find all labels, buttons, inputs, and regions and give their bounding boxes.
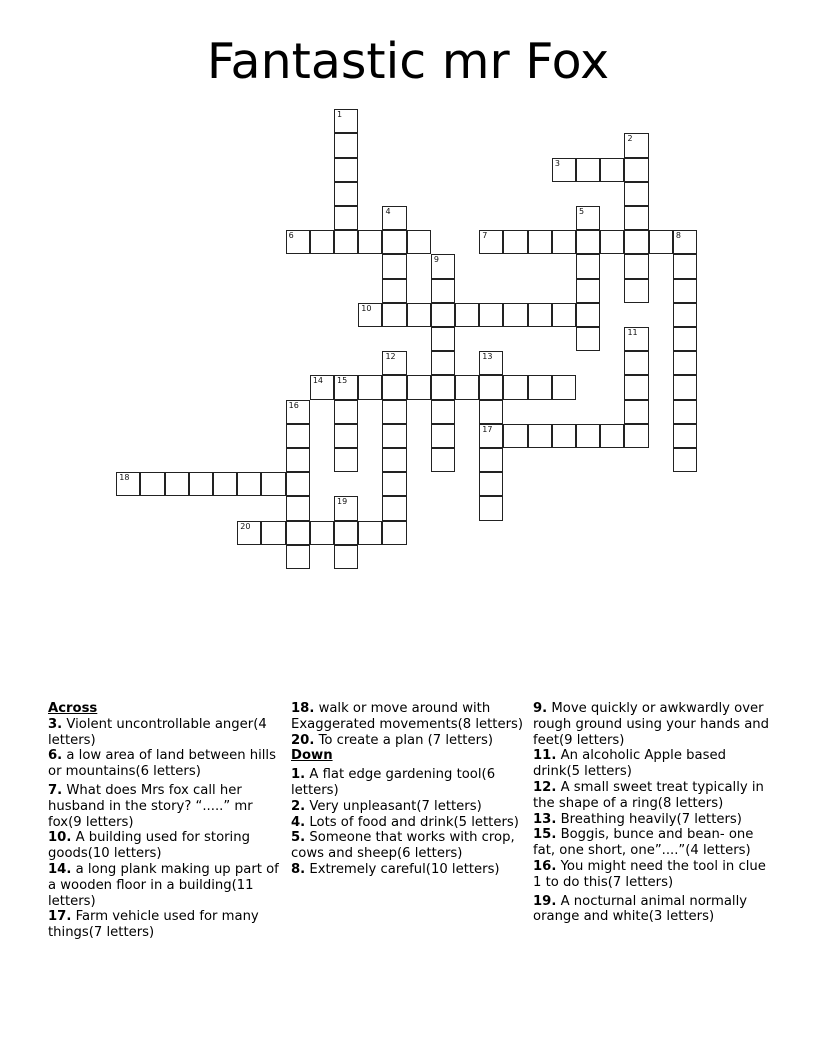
grid-cell[interactable] bbox=[334, 182, 358, 206]
grid-cell[interactable] bbox=[431, 448, 455, 472]
cell-number: 2 bbox=[627, 134, 633, 144]
grid-cell[interactable] bbox=[455, 375, 479, 399]
grid-cell[interactable] bbox=[576, 254, 600, 278]
grid-cell[interactable] bbox=[382, 279, 406, 303]
clue-across-6 bbox=[48, 748, 280, 780]
cell-number: 9 bbox=[433, 255, 439, 265]
grid-cell[interactable] bbox=[576, 230, 600, 254]
grid-cell[interactable] bbox=[334, 521, 358, 545]
grid-cell[interactable] bbox=[382, 254, 406, 278]
grid-cell[interactable] bbox=[503, 375, 527, 399]
cell-number: 15 bbox=[337, 376, 348, 386]
grid-cell[interactable] bbox=[382, 424, 406, 448]
clue-down-5 bbox=[291, 830, 523, 862]
clue-number: 5. bbox=[291, 830, 306, 846]
grid-cell[interactable] bbox=[624, 327, 648, 351]
grid-cell[interactable] bbox=[382, 448, 406, 472]
clue-text: a low area of land between hills or mountains(6 letters) bbox=[48, 748, 276, 780]
clues-column-2 bbox=[291, 701, 523, 878]
grid-cell[interactable] bbox=[334, 448, 358, 472]
grid-cell[interactable] bbox=[576, 206, 600, 230]
clue-number: 11. bbox=[533, 748, 557, 764]
grid-cell[interactable] bbox=[576, 279, 600, 303]
grid-cell[interactable] bbox=[382, 375, 406, 399]
clue-text: a long plank making up part of a wooden floor in a building(11 letters) bbox=[48, 861, 279, 909]
grid-cell[interactable] bbox=[261, 521, 285, 545]
grid-cell[interactable] bbox=[479, 496, 503, 520]
clue-text: Extremely careful(10 letters) bbox=[305, 861, 500, 877]
clue-number: 20. bbox=[291, 732, 315, 748]
grid-cell[interactable] bbox=[624, 230, 648, 254]
grid-cell[interactable] bbox=[382, 230, 406, 254]
grid-cell[interactable] bbox=[358, 521, 382, 545]
clue-across-17 bbox=[48, 909, 280, 941]
grid-cell[interactable] bbox=[552, 424, 576, 448]
grid-cell[interactable] bbox=[334, 158, 358, 182]
clue-number: 7. bbox=[48, 782, 63, 798]
clue-down-16 bbox=[533, 859, 773, 891]
clue-across-20 bbox=[291, 733, 523, 749]
grid-cell[interactable] bbox=[624, 351, 648, 375]
grid-cell[interactable] bbox=[479, 400, 503, 424]
clue-down-9 bbox=[533, 701, 773, 748]
grid-cell[interactable] bbox=[334, 424, 358, 448]
clue-number: 6. bbox=[48, 748, 63, 764]
clue-text: Move quickly or awkwardly over rough ground using your hands and feet(9 letters) bbox=[533, 701, 770, 748]
grid-cell[interactable] bbox=[624, 158, 648, 182]
grid-cell[interactable] bbox=[673, 279, 697, 303]
clue-down-8 bbox=[291, 862, 523, 878]
grid-cell[interactable] bbox=[479, 351, 503, 375]
grid-cell[interactable] bbox=[552, 375, 576, 399]
clue-text: Violent uncontrollable anger(4 letters) bbox=[48, 716, 267, 748]
clue-text: Someone that works with crop, cows and sheep(6 letters) bbox=[291, 830, 515, 862]
grid-cell[interactable] bbox=[479, 303, 503, 327]
grid-cell[interactable] bbox=[576, 303, 600, 327]
grid-cell[interactable] bbox=[624, 133, 648, 157]
cell-number: 10 bbox=[361, 303, 372, 313]
clue-text: Breathing heavily(7 letters) bbox=[556, 811, 742, 827]
grid-cell[interactable] bbox=[673, 448, 697, 472]
grid-cell[interactable] bbox=[649, 230, 673, 254]
clue-down-4 bbox=[291, 815, 523, 831]
grid-cell[interactable] bbox=[552, 230, 576, 254]
grid-cell[interactable] bbox=[528, 375, 552, 399]
grid-cell[interactable] bbox=[431, 351, 455, 375]
grid-cell[interactable] bbox=[431, 327, 455, 351]
grid-cell[interactable] bbox=[503, 230, 527, 254]
clue-number: 16. bbox=[533, 858, 557, 874]
clue-number: 18. bbox=[291, 701, 315, 716]
grid-cell[interactable] bbox=[624, 279, 648, 303]
clue-across-18 bbox=[291, 701, 523, 733]
grid-cell[interactable] bbox=[528, 424, 552, 448]
grid-cell[interactable] bbox=[479, 448, 503, 472]
grid-cell[interactable] bbox=[358, 303, 382, 327]
clue-text: To create a plan (7 letters) bbox=[314, 732, 494, 748]
cell-number: 6 bbox=[288, 231, 294, 241]
grid-cell[interactable] bbox=[286, 472, 310, 496]
grid-cell[interactable] bbox=[334, 133, 358, 157]
grid-cell[interactable] bbox=[334, 375, 358, 399]
grid-cell[interactable] bbox=[286, 521, 310, 545]
grid-cell[interactable] bbox=[479, 424, 503, 448]
clue-text: A building used for storing goods(10 letters) bbox=[48, 830, 250, 862]
grid-cell[interactable] bbox=[673, 400, 697, 424]
cell-number: 5 bbox=[579, 207, 585, 217]
clue-number: 2. bbox=[291, 798, 306, 814]
grid-cell[interactable] bbox=[455, 303, 479, 327]
clue-number: 1. bbox=[291, 767, 306, 783]
grid-cell[interactable] bbox=[528, 303, 552, 327]
clue-text: Very unpleasant(7 letters) bbox=[305, 798, 482, 814]
crossword-grid bbox=[117, 110, 702, 580]
cell-number: 3 bbox=[554, 158, 560, 168]
clue-down-13 bbox=[533, 812, 773, 828]
grid-cell[interactable] bbox=[407, 375, 431, 399]
cell-number: 19 bbox=[337, 497, 348, 507]
clue-text: walk or move around with Exaggerated movements(8 letters) bbox=[291, 701, 524, 732]
clue-text: A flat edge gardening tool(6 letters) bbox=[291, 767, 496, 798]
grid-cell[interactable] bbox=[624, 424, 648, 448]
cell-number: 14 bbox=[312, 376, 324, 386]
grid-cell[interactable] bbox=[503, 424, 527, 448]
puzzle-title: Fantastic mr Fox bbox=[206, 33, 610, 90]
grid-cell[interactable] bbox=[600, 158, 624, 182]
clue-text: Lots of food and drink(5 letters) bbox=[305, 814, 519, 830]
clue-number: 4. bbox=[291, 814, 306, 830]
clue-number: 12. bbox=[533, 779, 557, 795]
grid-cell[interactable] bbox=[552, 303, 576, 327]
cell-number: 12 bbox=[385, 352, 396, 362]
grid-cell[interactable] bbox=[286, 448, 310, 472]
grid-cell[interactable] bbox=[310, 230, 334, 254]
clues-column-3 bbox=[533, 701, 773, 925]
grid-cell[interactable] bbox=[382, 206, 406, 230]
grid-cell[interactable] bbox=[286, 424, 310, 448]
cell-number: 13 bbox=[482, 352, 493, 362]
clue-down-15 bbox=[533, 827, 773, 859]
grid-cell[interactable] bbox=[213, 472, 237, 496]
grid-cell[interactable] bbox=[624, 254, 648, 278]
clue-number: 3. bbox=[48, 716, 63, 732]
grid-cell[interactable] bbox=[237, 472, 261, 496]
cell-number: 11 bbox=[627, 328, 638, 338]
clue-across-7 bbox=[48, 783, 280, 830]
grid-cell[interactable] bbox=[431, 254, 455, 278]
clue-down-1 bbox=[291, 767, 523, 799]
grid-cell[interactable] bbox=[431, 400, 455, 424]
grid-cell[interactable] bbox=[479, 230, 503, 254]
cell-number: 7 bbox=[482, 231, 488, 241]
grid-cell[interactable] bbox=[334, 230, 358, 254]
grid-cell[interactable] bbox=[407, 230, 431, 254]
grid-cell[interactable] bbox=[600, 424, 624, 448]
down-header: Down bbox=[291, 748, 333, 764]
clue-number: 17. bbox=[48, 909, 72, 925]
cell-number: 4 bbox=[385, 207, 391, 217]
grid-cell[interactable] bbox=[334, 400, 358, 424]
grid-cell[interactable] bbox=[334, 109, 358, 133]
clue-text: An alcoholic Apple based drink(5 letters) bbox=[533, 748, 726, 780]
grid-cell[interactable] bbox=[261, 472, 285, 496]
grid-cell[interactable] bbox=[382, 472, 406, 496]
clue-down-12 bbox=[533, 780, 773, 812]
grid-cell[interactable] bbox=[673, 303, 697, 327]
clue-text: You might need the tool in clue 1 to do this(7 letters) bbox=[533, 858, 766, 890]
cell-number: 18 bbox=[119, 473, 130, 483]
grid-cell[interactable] bbox=[673, 375, 697, 399]
grid-cell[interactable] bbox=[382, 496, 406, 520]
grid-cell[interactable] bbox=[528, 230, 552, 254]
grid-cell[interactable] bbox=[479, 472, 503, 496]
grid-cell[interactable] bbox=[431, 279, 455, 303]
grid-cell[interactable] bbox=[382, 400, 406, 424]
grid-cell[interactable] bbox=[431, 375, 455, 399]
grid-cell[interactable] bbox=[286, 496, 310, 520]
grid-cell[interactable] bbox=[576, 424, 600, 448]
clue-text: What does Mrs fox call her husband in the story? “.....” mr fox(9 letters) bbox=[48, 782, 253, 830]
grid-cell[interactable] bbox=[310, 375, 334, 399]
clue-down-19 bbox=[533, 894, 773, 926]
clue-number: 15. bbox=[533, 827, 557, 843]
grid-cell[interactable] bbox=[600, 230, 624, 254]
clues-column-1 bbox=[48, 701, 280, 941]
grid-cell[interactable] bbox=[358, 230, 382, 254]
grid-cell[interactable] bbox=[334, 206, 358, 230]
grid-cell[interactable] bbox=[189, 472, 213, 496]
clue-down-11 bbox=[533, 748, 773, 780]
grid-cell[interactable] bbox=[431, 424, 455, 448]
clue-number: 13. bbox=[533, 811, 557, 827]
grid-cell[interactable] bbox=[382, 303, 406, 327]
clue-across-3 bbox=[48, 717, 280, 749]
grid-cell[interactable] bbox=[334, 496, 358, 520]
clue-text: A nocturnal animal normally orange and white(3 letters) bbox=[533, 893, 748, 925]
clue-across-14 bbox=[48, 862, 280, 909]
grid-cell[interactable] bbox=[310, 521, 334, 545]
grid-cell[interactable] bbox=[286, 545, 310, 569]
clue-text: Boggis, bunce and bean- one fat, one short, one”....”(4 letters) bbox=[533, 827, 754, 859]
grid-cell[interactable] bbox=[407, 303, 431, 327]
clue-number: 14. bbox=[48, 861, 72, 877]
grid-cell[interactable] bbox=[382, 521, 406, 545]
grid-cell[interactable] bbox=[382, 351, 406, 375]
across-header: Across bbox=[48, 701, 98, 716]
cell-number: 16 bbox=[288, 400, 299, 410]
grid-cell[interactable] bbox=[673, 230, 697, 254]
clue-number: 9. bbox=[533, 701, 548, 716]
grid-cell[interactable] bbox=[334, 545, 358, 569]
grid-cell[interactable] bbox=[286, 400, 310, 424]
grid-cell[interactable] bbox=[576, 158, 600, 182]
grid-cell[interactable] bbox=[624, 182, 648, 206]
grid-cell[interactable] bbox=[673, 327, 697, 351]
clue-across-10 bbox=[48, 830, 280, 862]
clue-text: Farm vehicle used for many things(7 letters) bbox=[48, 909, 259, 941]
grid-cell[interactable] bbox=[237, 521, 261, 545]
clue-number: 8. bbox=[291, 861, 306, 877]
clue-number: 19. bbox=[533, 893, 557, 909]
cell-number: 17 bbox=[482, 424, 493, 434]
grid-cell[interactable] bbox=[673, 424, 697, 448]
grid-cell[interactable] bbox=[479, 375, 503, 399]
grid-cell[interactable] bbox=[673, 351, 697, 375]
clue-text: A small sweet treat typically in the shape of a ring(8 letters) bbox=[533, 779, 764, 811]
grid-cell[interactable] bbox=[624, 375, 648, 399]
grid-cell[interactable] bbox=[116, 472, 140, 496]
cell-number: 20 bbox=[240, 521, 251, 531]
grid-cell[interactable] bbox=[503, 303, 527, 327]
grid-cell[interactable] bbox=[552, 158, 576, 182]
grid-cell[interactable] bbox=[624, 400, 648, 424]
grid-cell[interactable] bbox=[673, 254, 697, 278]
grid-cell[interactable] bbox=[165, 472, 189, 496]
clue-number: 10. bbox=[48, 830, 72, 846]
clue-down-2 bbox=[291, 799, 523, 815]
cell-number: 1 bbox=[337, 110, 343, 120]
grid-cell[interactable] bbox=[286, 230, 310, 254]
grid-cell[interactable] bbox=[624, 206, 648, 230]
grid-cell[interactable] bbox=[140, 472, 164, 496]
grid-cell[interactable] bbox=[358, 375, 382, 399]
grid-cell[interactable] bbox=[431, 303, 455, 327]
grid-cell[interactable] bbox=[576, 327, 600, 351]
cell-number: 8 bbox=[675, 231, 681, 241]
